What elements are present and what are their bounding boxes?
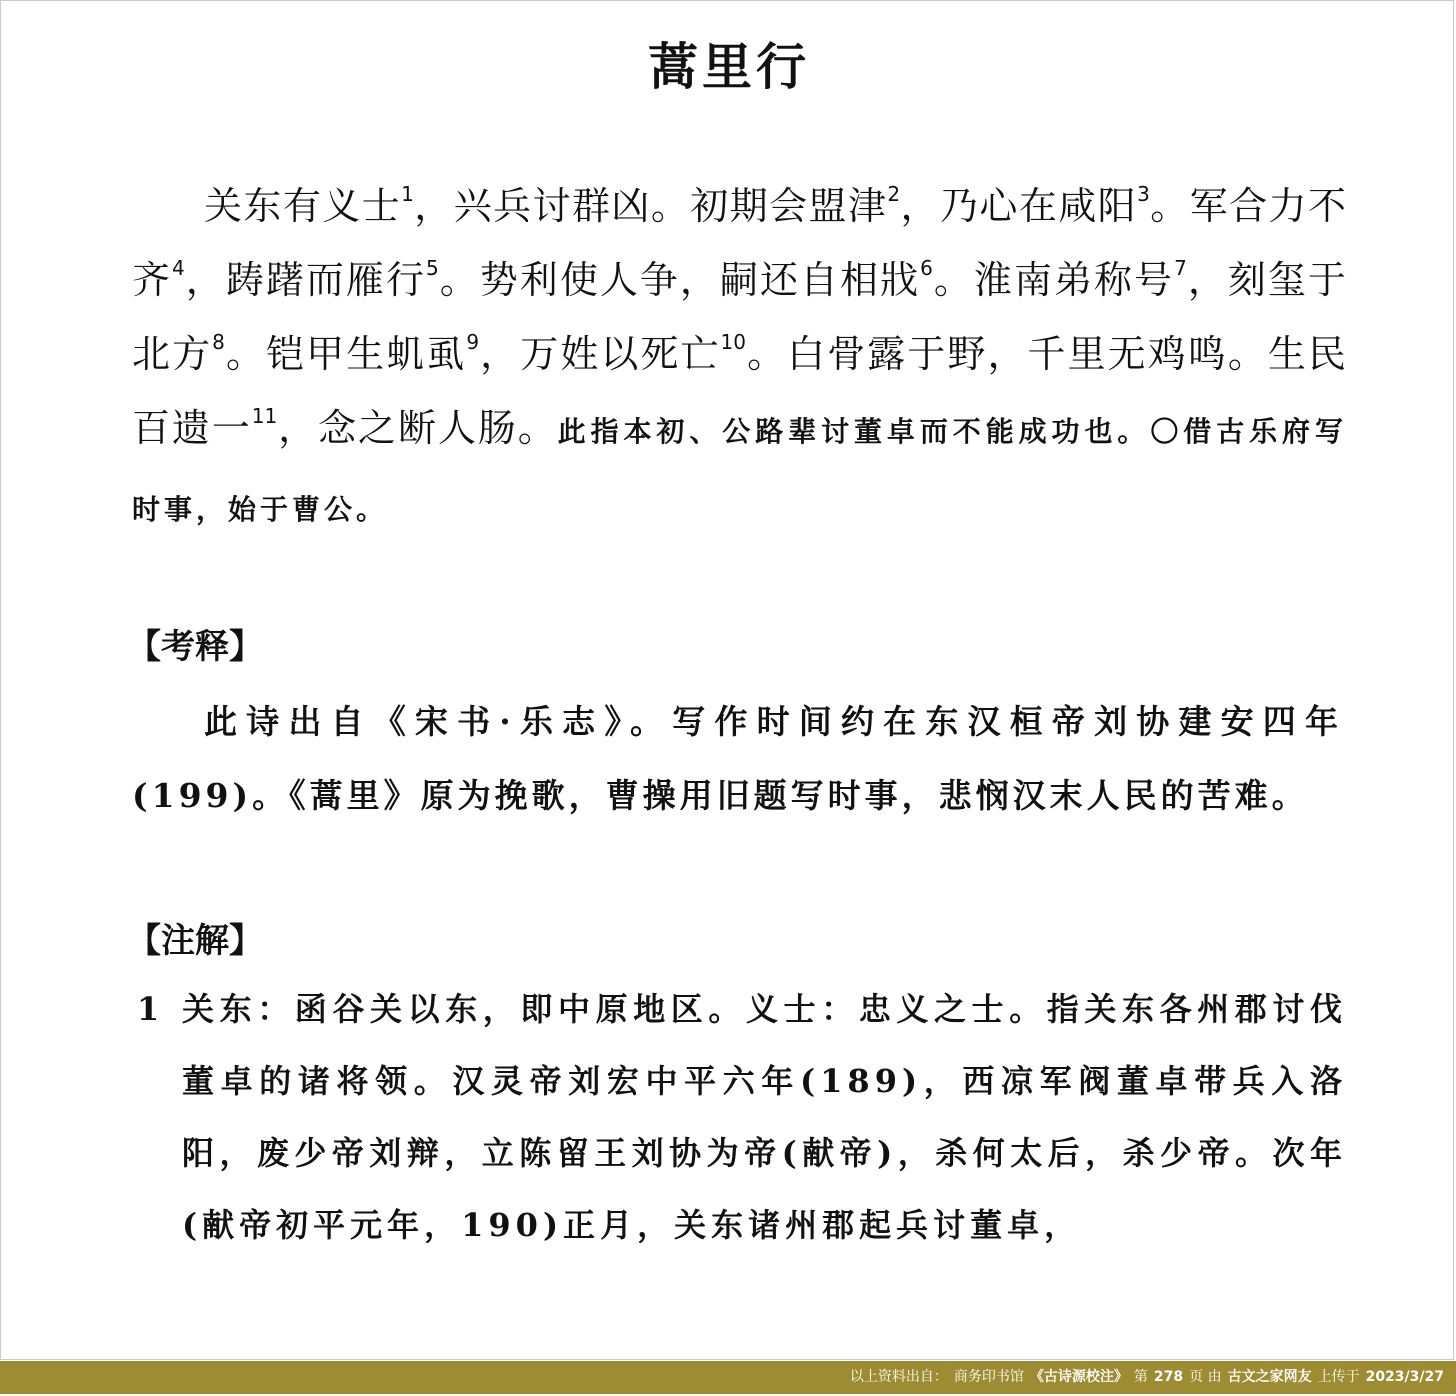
poem-line: ，念之断人肠。 [277,406,558,450]
poem-title: 蒿里行 [648,38,810,96]
footnote-text: 关东：函谷关以东，即中原地区。义士：忠义之士。指关东各州郡讨伐董卓的诸将领。汉灵帝刘宏中平六年(189)，西凉军阀董卓带兵入洛阳，废少帝刘辩，立陈留王刘协为帝(献帝)，杀何太后，杀少帝。次年(献帝初平元年，190)正月，关东诸州郡起兵讨董卓， [182,990,1347,1244]
note-ref: 3 [1137,182,1150,206]
footer-publisher: 商务印书馆 [953,1369,1024,1385]
footer-source-prefix: 以上资料出自： [849,1369,948,1385]
poem-body [132,169,1347,547]
footer-book: 《古诗源校注》 [1029,1369,1128,1385]
footer-page-suffix: 页 由 [1189,1369,1222,1385]
note-ref: 9 [466,330,480,354]
note-ref: 4 [172,256,185,280]
poem-line: ，刻玺于北方 [132,258,1347,376]
note-ref: 10 [720,330,746,354]
poem-line: ，万姓以死亡 [479,332,721,376]
footer-page-prefix: 第 [1133,1369,1148,1385]
poem-line: 。铠甲生虮虱 [224,332,467,376]
footer-page: 278 [1153,1369,1184,1385]
poem-commentary: 此指本初、公路辈讨董卓而不能成功也。〇借古乐府写时事，始于曹公。 [132,415,1347,526]
note-ref: 1 [401,182,414,206]
poem-line: 。淮南弟称号 [932,258,1175,302]
poem-line: 。势利使人争，嗣还自相戕 [438,258,921,302]
note-ref: 2 [887,182,901,206]
poem-line: ，兴兵讨群凶。初期会盟津 [413,184,888,228]
source-footer [0,1361,1456,1394]
note-ref: 7 [1174,256,1187,280]
footnote-number: 1 [137,990,165,1028]
footer-uploaded: 上传于 [1317,1369,1360,1385]
note-ref: 11 [251,404,278,428]
footer-date: 2023/3/27 [1365,1369,1444,1385]
poem-line: 关东有义士 [204,184,402,228]
footer-site: 古文之家网友 [1227,1369,1312,1385]
poem-line: 。白骨露于野，千里无鸡鸣。生民百遗一 [132,332,1347,450]
kaoshi-heading: 【考释】 [127,627,263,667]
note-ref: 5 [425,256,439,280]
note-ref: 8 [212,330,225,354]
poem-line: ，乃心在咸阳 [900,184,1138,228]
zhujie-heading: 【注解】 [127,921,263,961]
note-ref: 6 [920,256,933,280]
footnote-item [137,973,1347,1261]
kaoshi-text: 此诗出自《宋书·乐志》。写作时间约在东汉桓帝刘协建安四年(199)。《蒿里》原为挽歌，曹操用旧题写时事，悲悯汉末人民的苦难。 [132,702,1342,815]
poem-line: ，踌躇而雁行 [184,258,426,302]
poem-line: 。军合力不齐 [132,184,1347,302]
